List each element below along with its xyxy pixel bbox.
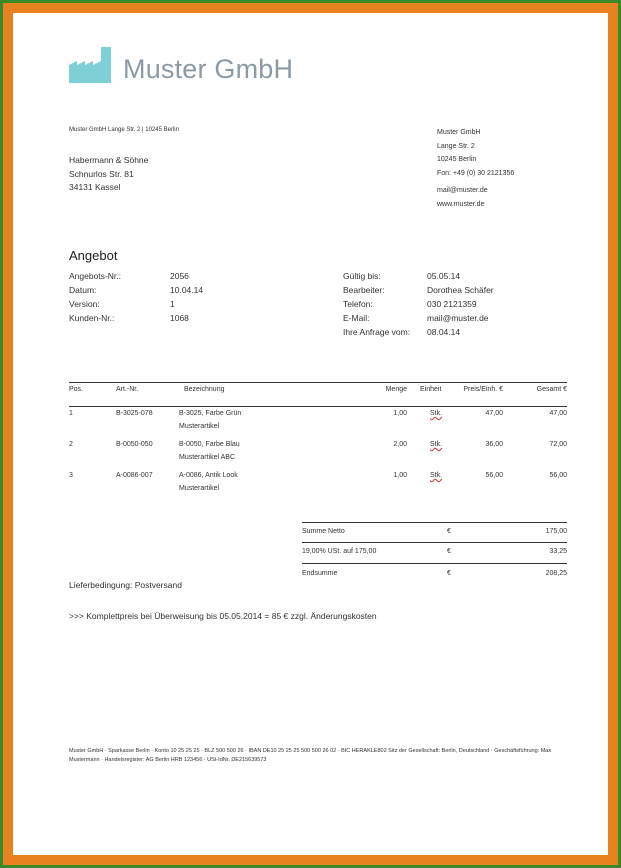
row2-total: 72,00: [549, 441, 567, 448]
meta-value-phone: 030 2121359: [427, 299, 477, 309]
grand-total-currency: €: [447, 570, 451, 577]
document-title: Angebot: [69, 248, 118, 263]
totals-bottom-rule: [302, 563, 567, 564]
meta-value-email: mail@muster.de: [427, 313, 489, 323]
header-pos: Pos.: [69, 386, 84, 393]
meta-value-customer-no: 1068: [170, 313, 189, 323]
row1-pos: 1: [69, 410, 73, 417]
meta-value-offer-no: 2056: [170, 271, 189, 281]
grand-total-value: 208,25: [545, 570, 567, 577]
recipient-city: 34131 Kassel: [69, 182, 121, 192]
meta-label-editor: Bearbeiter:: [343, 285, 385, 295]
meta-label-request-date: Ihre Anfrage vom:: [343, 327, 411, 337]
company-address-name: Muster GmbH: [437, 129, 481, 136]
footer-legal: Muster GmbH · Sparkasse Berlin · Konto 10 25 25 25 · BLZ 500 500 26 · IBAN DE10 25 25 25 500 500 26 02 · BIC HERAKLE802 Sitz der Gesellschaft: Berlin, Deutschland · Geschäftsführung: Max Mustermann · Handelsregister: AG Berlin HRB 123456 · USt-IdNr. DE215639573: [69, 748, 552, 763]
company-email: mail@muster.de: [437, 187, 488, 194]
row1-unit-price: 47,00: [485, 410, 503, 417]
totals-mid-rule: [302, 542, 567, 543]
meta-value-version: 1: [170, 299, 175, 309]
vat-label: 19,00% USt. auf 175,00: [302, 548, 377, 555]
recipient-address: [69, 154, 148, 195]
row2-art-no: B-0050-050: [116, 441, 153, 448]
sender-line: Muster GmbH Lange Str. 2 | 10245 Berlin: [69, 127, 179, 133]
row2-pos: 2: [69, 441, 73, 448]
row1-description: B-3025, Farbe Grün: [179, 410, 242, 417]
company-address: [437, 126, 514, 211]
recipient-street: Schnurlos Str. 81: [69, 168, 134, 179]
row3-unit: Stk.: [430, 472, 443, 479]
table-top-rule: [69, 382, 567, 383]
row3-total: 56,00: [549, 472, 567, 479]
company-address-city: 10245 Berlin: [437, 156, 477, 163]
meta-label-version: Version:: [69, 299, 100, 309]
meta-label-date: Datum:: [69, 285, 97, 295]
header-unit-price: Preis/Einh. €: [463, 386, 503, 393]
row2-unit-price: 36,00: [485, 441, 503, 448]
meta-label-valid-until: Gültig bis:: [343, 271, 381, 281]
row2-description-sub: Musterartikel ABC: [179, 454, 236, 461]
header-quantity: Menge: [385, 386, 407, 393]
grand-total-label: Endsumme: [302, 570, 338, 577]
factory-logo-icon: [69, 47, 119, 83]
net-sum-currency: €: [447, 528, 451, 535]
row1-unit: Stk.: [430, 410, 443, 417]
company-address-street: Lange Str. 2: [437, 142, 475, 150]
header-unit: Einheit: [420, 386, 442, 393]
table-header-rule: [69, 406, 567, 407]
company-logo-text: Muster GmbH: [123, 54, 294, 84]
row3-description: A-0086, Antik Look: [179, 472, 238, 479]
meta-value-editor: Dorothea Schäfer: [427, 285, 494, 295]
row1-total: 47,00: [549, 410, 567, 417]
recipient-name: Habermann & Söhne: [69, 155, 149, 165]
row3-pos: 3: [69, 472, 73, 479]
meta-value-date: 10.04.14: [170, 285, 204, 295]
header-art-no: Art.-Nr.: [116, 386, 139, 393]
payment-note: >>> Komplettpreis bei Überweisung bis 05.05.2014 = 85 € zzgl. Änderungskosten: [69, 611, 377, 621]
totals-top-rule: [302, 522, 567, 523]
meta-value-request-date: 08.04.14: [427, 327, 461, 337]
company-website: www.muster.de: [437, 200, 485, 208]
row1-description-sub: Musterartikel: [179, 423, 220, 430]
meta-label-offer-no: Angebots-Nr.:: [69, 271, 121, 281]
header-description: Bezeichnung: [184, 386, 225, 393]
vat-value: 33,25: [549, 548, 567, 555]
net-sum-label: Summe Netto: [302, 528, 345, 535]
document-page: [13, 13, 608, 855]
row2-description: B-0050, Farbe Blau: [179, 441, 240, 448]
meta-label-phone: Telefon:: [343, 299, 373, 309]
delivery-terms: Lieferbedingung: Postversand: [69, 580, 182, 590]
row1-quantity: 1,00: [393, 410, 407, 417]
company-phone: Fon: +49 (0) 30 2121356: [437, 169, 515, 177]
meta-value-valid-until: 05.05.14: [427, 271, 461, 281]
row2-quantity: 2,00: [393, 441, 407, 448]
row3-description-sub: Musterartikel: [179, 485, 220, 492]
meta-label-customer-no: Kunden-Nr.:: [69, 313, 115, 323]
row3-quantity: 1,00: [393, 472, 407, 479]
row1-art-no: B-3025-078: [116, 410, 153, 417]
header-total: Gesamt €: [536, 386, 567, 393]
row3-art-no: A-0086-007: [116, 472, 153, 479]
net-sum-value: 175,00: [545, 528, 567, 535]
row2-unit: Stk.: [430, 441, 443, 448]
vat-currency: €: [447, 548, 451, 555]
row3-unit-price: 56,00: [485, 472, 503, 479]
meta-label-email: E-Mail:: [343, 313, 370, 323]
